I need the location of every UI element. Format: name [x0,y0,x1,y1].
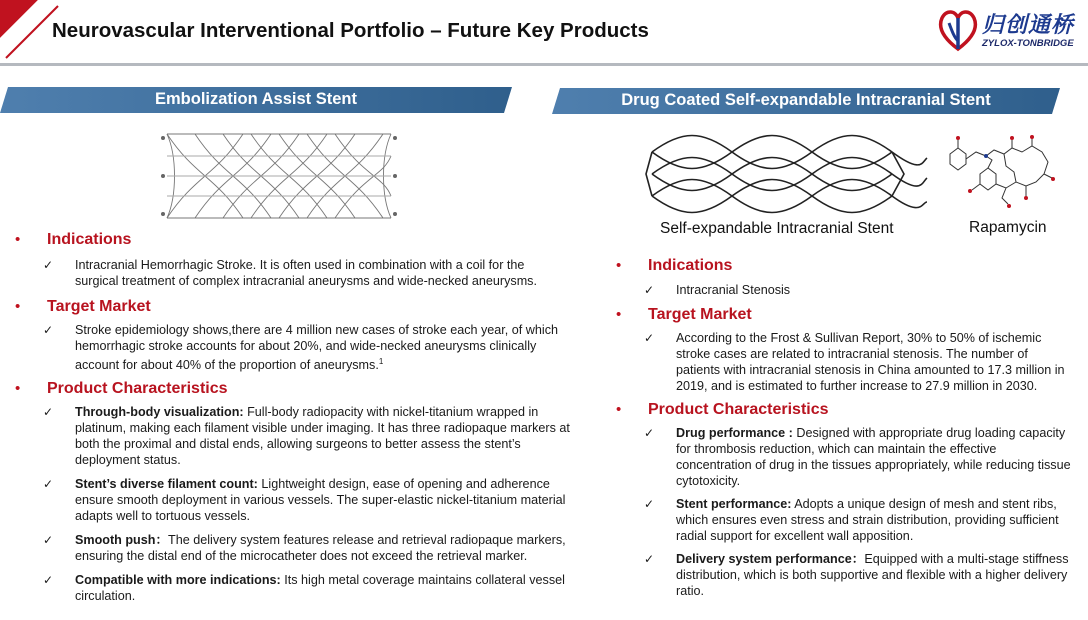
section-title: Target Market [47,298,151,315]
intracranial-stent-image [642,132,932,216]
list-item [616,330,1072,394]
item-head: Stent performance: [676,497,792,511]
item-text: Intracranial Stenosis [676,283,791,297]
list-item [15,476,570,524]
item-head: Through-body visualization: [75,405,244,420]
bullet-icon: • [616,257,622,274]
check-icon: ✓ [644,283,655,297]
check-icon: ✓ [43,258,54,272]
bullet-icon: • [15,298,21,315]
list-item [616,282,1072,298]
check-icon: ✓ [43,573,54,588]
item-text: The delivery system features release and retrieval radiopaque markers, ensuring the distal end of the microcatheter does not exceed the retrieval marker. [75,533,566,564]
item-head: Drug performance : [676,426,793,440]
item-text: Lightweight design, ease of opening and adherence ensure smooth deployment in various vessels. The super-elastic nickel-titanium material adapts well to tortuous vessels. [75,477,566,524]
item-head: Compatible with more indications: [75,573,281,588]
company-logo [936,5,1086,57]
bullet-icon: • [15,380,21,398]
list-item [616,551,1072,599]
right-section-banner [552,88,1060,114]
list-item [15,322,570,373]
check-icon: ✓ [43,405,54,420]
list-item [15,257,570,289]
right-banner-title: Drug Coated Self-expandable Intracranial Stent [621,91,991,109]
check-icon: ✓ [644,552,655,566]
item-text: Adopts a unique design of mesh and stent ribs, which ensures even stress and strain distribution, providing sufficient radial support for excellent wall apposition. [676,497,1059,543]
right-characteristics-heading [616,401,1072,425]
left-characteristics-heading [15,380,570,404]
right-column [616,257,1072,599]
rapamycin-caption: Rapamycin [969,219,1047,236]
logo-text-en: ZYLOX-TONBRIDGE [982,38,1074,49]
check-icon: ✓ [43,533,54,548]
left-section-banner [0,87,512,113]
stent-caption: Self-expandable Intracranial Stent [660,220,894,237]
left-column [15,231,570,604]
left-indications-heading [15,231,570,255]
left-target-market-heading [15,298,570,322]
heart-logo-icon [936,5,980,55]
check-icon: ✓ [43,323,54,337]
section-title: Indications [47,231,132,248]
embolization-stent-image [155,126,400,226]
list-item [15,404,570,468]
section-title: Product Characteristics [47,380,228,398]
left-banner-title: Embolization Assist Stent [155,90,357,108]
list-item [616,425,1072,489]
section-title: Target Market [648,306,752,323]
check-icon: ✓ [644,426,655,440]
list-item [616,496,1072,544]
section-title: Indications [648,257,733,274]
item-text: Designed with appropriate drug loading capacity for thrombosis reduction, which can maintain the effective concentration of drug in the tissues appropriately, while reducing tissue cytotoxicity. [676,426,1071,488]
bullet-icon: • [15,231,21,248]
rapamycin-molecule-image [940,132,1055,212]
item-text: Stroke epidemiology shows,there are 4 million new cases of stroke each year, of which hemorrhagic stroke accounts for about 20%, and wide-necked aneurysms clinically account for about 40% of the proportion of aneurysms. [75,323,559,373]
list-item [15,532,570,564]
item-text: Full-body radiopacity with nickel-titanium wrapped in platinum, making each filament visible under imaging. It has three radiopaque markers at both the proximal and distal ends, allowing surgeons to better assess the stent’s deployment status. [75,405,570,468]
item-head: Smooth push： [75,533,169,548]
right-indications-heading [616,257,1072,281]
section-title: Product Characteristics [648,401,829,418]
item-text: Its high metal coverage maintains collateral vessel circulation. [75,573,565,604]
list-item [15,572,570,604]
footnote-marker: 1 [378,357,384,366]
item-text: According to the Frost & Sullivan Report, 30% to 50% of ischemic stroke cases are related to intracranial stenosis. The number of patients with intracranial stenosis in China amounted to 17.3 million in 2019, and is estimated to further increase to 27.9 million in 2030. [676,331,1065,393]
check-icon: ✓ [43,477,54,492]
bullet-icon: • [616,401,622,418]
item-text: Equipped with a multi-stage stiffness distribution, which is both supportive and flexible with a higher delivery ratio. [676,552,1069,598]
corner-decoration [0,0,60,60]
right-target-market-heading [616,306,1072,330]
item-head: Stent’s diverse filament count: [75,477,258,492]
title-divider [0,63,1088,66]
logo-text-cn: 归创通桥 [982,12,1075,37]
bullet-icon: • [616,306,622,323]
page-title: Neurovascular Interventional Portfolio – Future Key Products [52,19,649,42]
check-icon: ✓ [644,497,655,511]
check-icon: ✓ [644,331,655,345]
item-text: Intracranial Hemorrhagic Stroke. It is often used in combination with a coil for the surgical treatment of complex intracranial aneurysms and wide-necked aneurysms. [75,258,537,288]
item-head: Delivery system performance： [676,552,865,566]
